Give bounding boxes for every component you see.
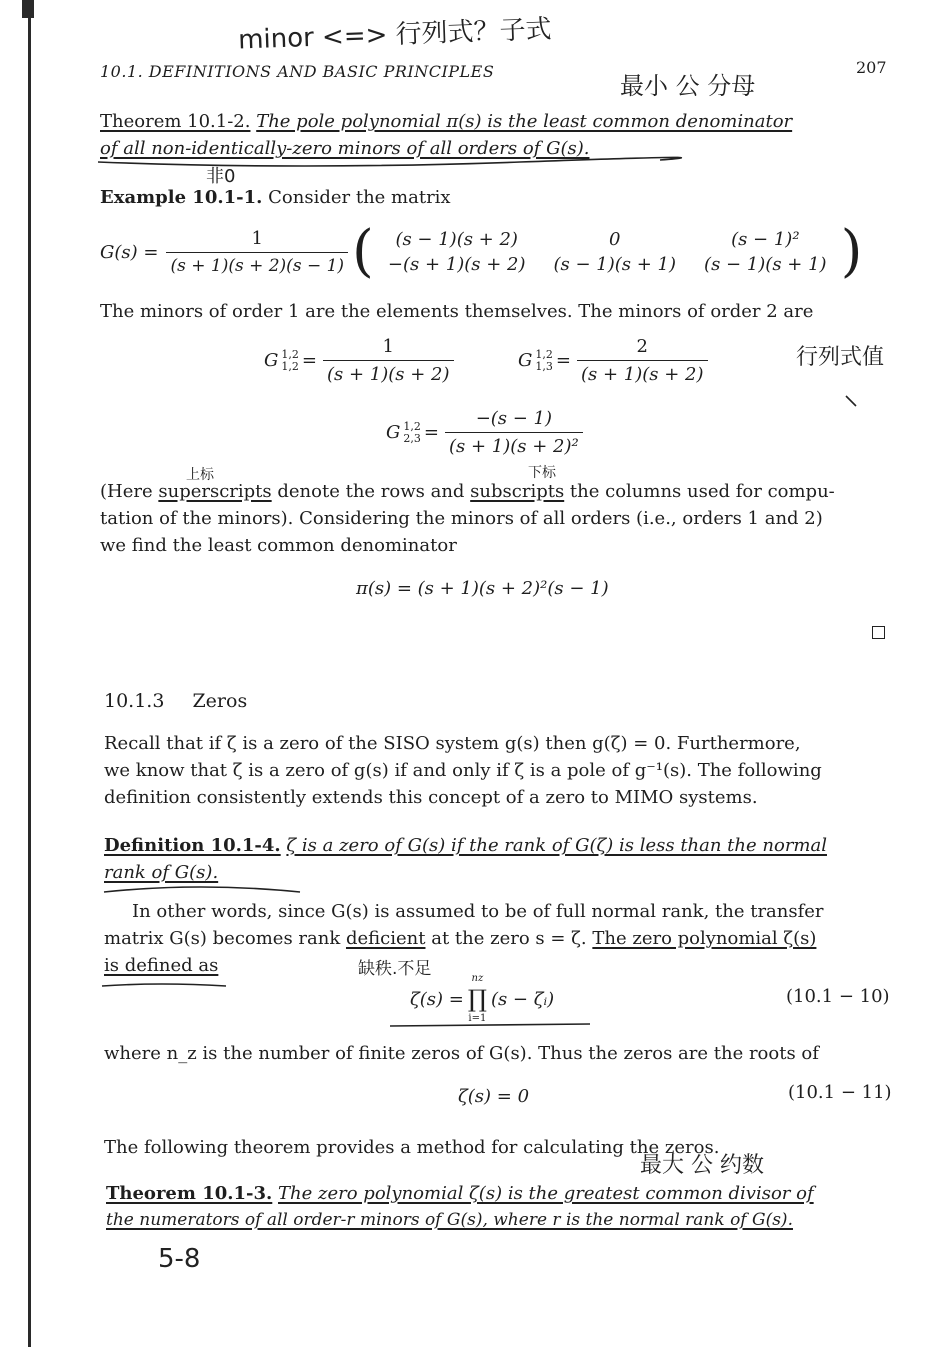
pencil-tick [846,396,856,406]
minor-num: 1 [382,336,394,357]
minor-sub: 1,3 [535,359,553,373]
recall-line-2: we know that ζ is a zero of g(s) if and only if ζ is a pole of g⁻¹(s). The following [104,760,822,781]
minors-intro: The minors of order 1 are the elements themselves. The minors of order 2 are [100,301,814,322]
other-text: at the zero s = ζ. [425,928,593,949]
matrix-cell: (s − 1)(s + 2) [395,229,518,250]
matrix-cell: −(s + 1)(s + 2) [387,254,526,275]
minor-den: (s + 1)(s + 2) [323,360,454,385]
subscripts-term: subscripts [470,481,565,502]
minor-sub: 2,3 [403,431,421,445]
equation-10-1-11: ζ(s) = 0 [458,1086,530,1107]
minor-sup: 1,2 [281,347,299,361]
minor-symbol: G [518,350,533,371]
minor-symbol: G [264,350,279,371]
theorem-label: Theorem 10.1-2. [100,111,251,132]
eq-lhs: ζ(s) = [410,988,464,1010]
pencil-underline-definition [104,887,300,892]
matrix-cell: (s − 1)² [731,229,800,250]
theorem-3-line-2: the numerators of all order-r minors of G(s), where r is the normal rank of G(s). [106,1210,793,1230]
right-paren: ) [840,219,863,284]
here-text: denote the rows and [271,481,471,502]
page-number: 207 [856,58,887,77]
fraction-numerator: 1 [251,228,263,249]
matrix-cell: (s − 1)(s + 1) [704,254,827,275]
equation-number-10: (10.1 − 10) [786,986,890,1007]
here-line-2: tation of the minors). Considering the minors of all orders (i.e., orders 1 and 2) [100,508,823,529]
here-text: (Here [100,481,159,502]
following-line: The following theorem provides a method for calculating the zeros. [104,1137,720,1158]
other-text: matrix G(s) becomes rank [104,928,346,949]
product-lower: i=1 [468,1013,487,1024]
handwritten-annotation-header: 最小 公 分母 [620,72,756,100]
matrix-cell: 0 [609,229,621,250]
here-line-3: we find the least common denominator [100,535,457,556]
theorem-3-line-1: The zero polynomial ζ(s) is the greatest common divisor of [278,1183,814,1204]
matrix-cell: (s − 1)(s + 1) [553,254,677,275]
pencil-underline-theorem [98,157,681,166]
where-line: where n_z is the number of finite zeros of G(s). Thus the zeros are the roots of [104,1043,819,1064]
theorem-3-label: Theorem 10.1-3. [106,1183,273,1204]
recall-line-3: definition consistently extends this concept of a zero to MIMO systems. [104,787,758,808]
product-symbol: ∏ [467,985,487,1013]
minor-sub: 1,2 [281,359,299,373]
example-label: Example 10.1-1. [100,187,263,208]
minor-num: −(s − 1) [475,408,553,429]
left-paren: ( [352,219,374,284]
minor-1-2: G 1,2 1,2 = $\frac{1}{(s + 1)(s + 2)}$ [264,336,454,385]
handwritten-annotation-subscripts: 下标 [528,465,556,481]
minor-sup: 1,2 [403,419,421,433]
handwritten-annotation-deficient: 缺秩.不足 [358,959,432,979]
section-number: 10.1.3 [104,690,165,712]
other-line-3: is defined as [104,955,219,976]
example-text: Consider the matrix [268,187,451,208]
deficient-term: deficient [345,928,426,949]
zero-polynomial-term: The zero polynomial ζ(s) [592,928,817,949]
handwritten-annotation-gcd: 最大 公 约数 [640,1153,764,1178]
minor-den: (s + 1)(s + 2) [577,360,708,385]
definition-label: Definition 10.1-4. [104,835,281,856]
here-text: the columns used for compu- [564,481,835,502]
product-upper: nz [471,973,484,984]
fraction-denominator: (s + 1)(s + 2)(s − 1) [166,252,348,276]
handwritten-annotation-minors: 行列式值 [796,345,885,370]
handwritten-annotation-nonzero: 非0 [206,166,236,187]
running-header: 10.1. DEFINITIONS AND BASIC PRINCIPLES [100,62,495,81]
minor-den: (s + 1)(s + 2)² [445,432,583,457]
minor-symbol: G [386,422,401,443]
definition-line-2: rank of G(s). [104,862,219,883]
handwritten-annotation-top: minor <=> 行列式？子式 [237,14,553,56]
pi-equation: π(s) = (s + 1)(s + 2)²(s − 1) [356,578,609,599]
minor-num: 2 [636,336,648,357]
pencil-underline-isdefined [102,984,226,986]
recall-line-1: Recall that if ζ is a zero of the SISO system g(s) then g(ζ) = 0. Furthermore, [104,733,801,754]
section-title: Zeros [192,690,248,712]
minor-2-3: G 1,2 2,3 = $\frac{-(s - 1)}{\text{(s + 1)(s + 2)²}}$ [386,408,583,457]
superscripts-term: superscripts [158,481,272,502]
g-lhs: G(s) = [100,241,159,263]
minor-1-3: G 1,2 1,3 = $\frac{2}{(s + 1)(s + 2)}$ [518,336,708,385]
theorem-line-2: of all non-identically-zero minors of all orders of G(s). [100,138,590,159]
eq-rhs: (s − ζᵢ) [490,988,555,1010]
minor-sup: 1,2 [535,347,553,361]
pencil-underline-product [390,1024,590,1026]
equation-number-11: (10.1 − 11) [788,1082,892,1103]
definition-line-1: ζ is a zero of G(s) if the rank of G(ζ) is less than the normal [286,835,827,856]
handwritten-annotation-bottom: 5-8 [158,1244,201,1274]
other-line-1: In other words, since G(s) is assumed to be of full normal rank, the transfer [132,901,824,922]
theorem-line-1: The pole polynomial π(s) is the least common denominator [256,111,793,132]
handwritten-annotation-superscripts: 上标 [186,467,214,483]
